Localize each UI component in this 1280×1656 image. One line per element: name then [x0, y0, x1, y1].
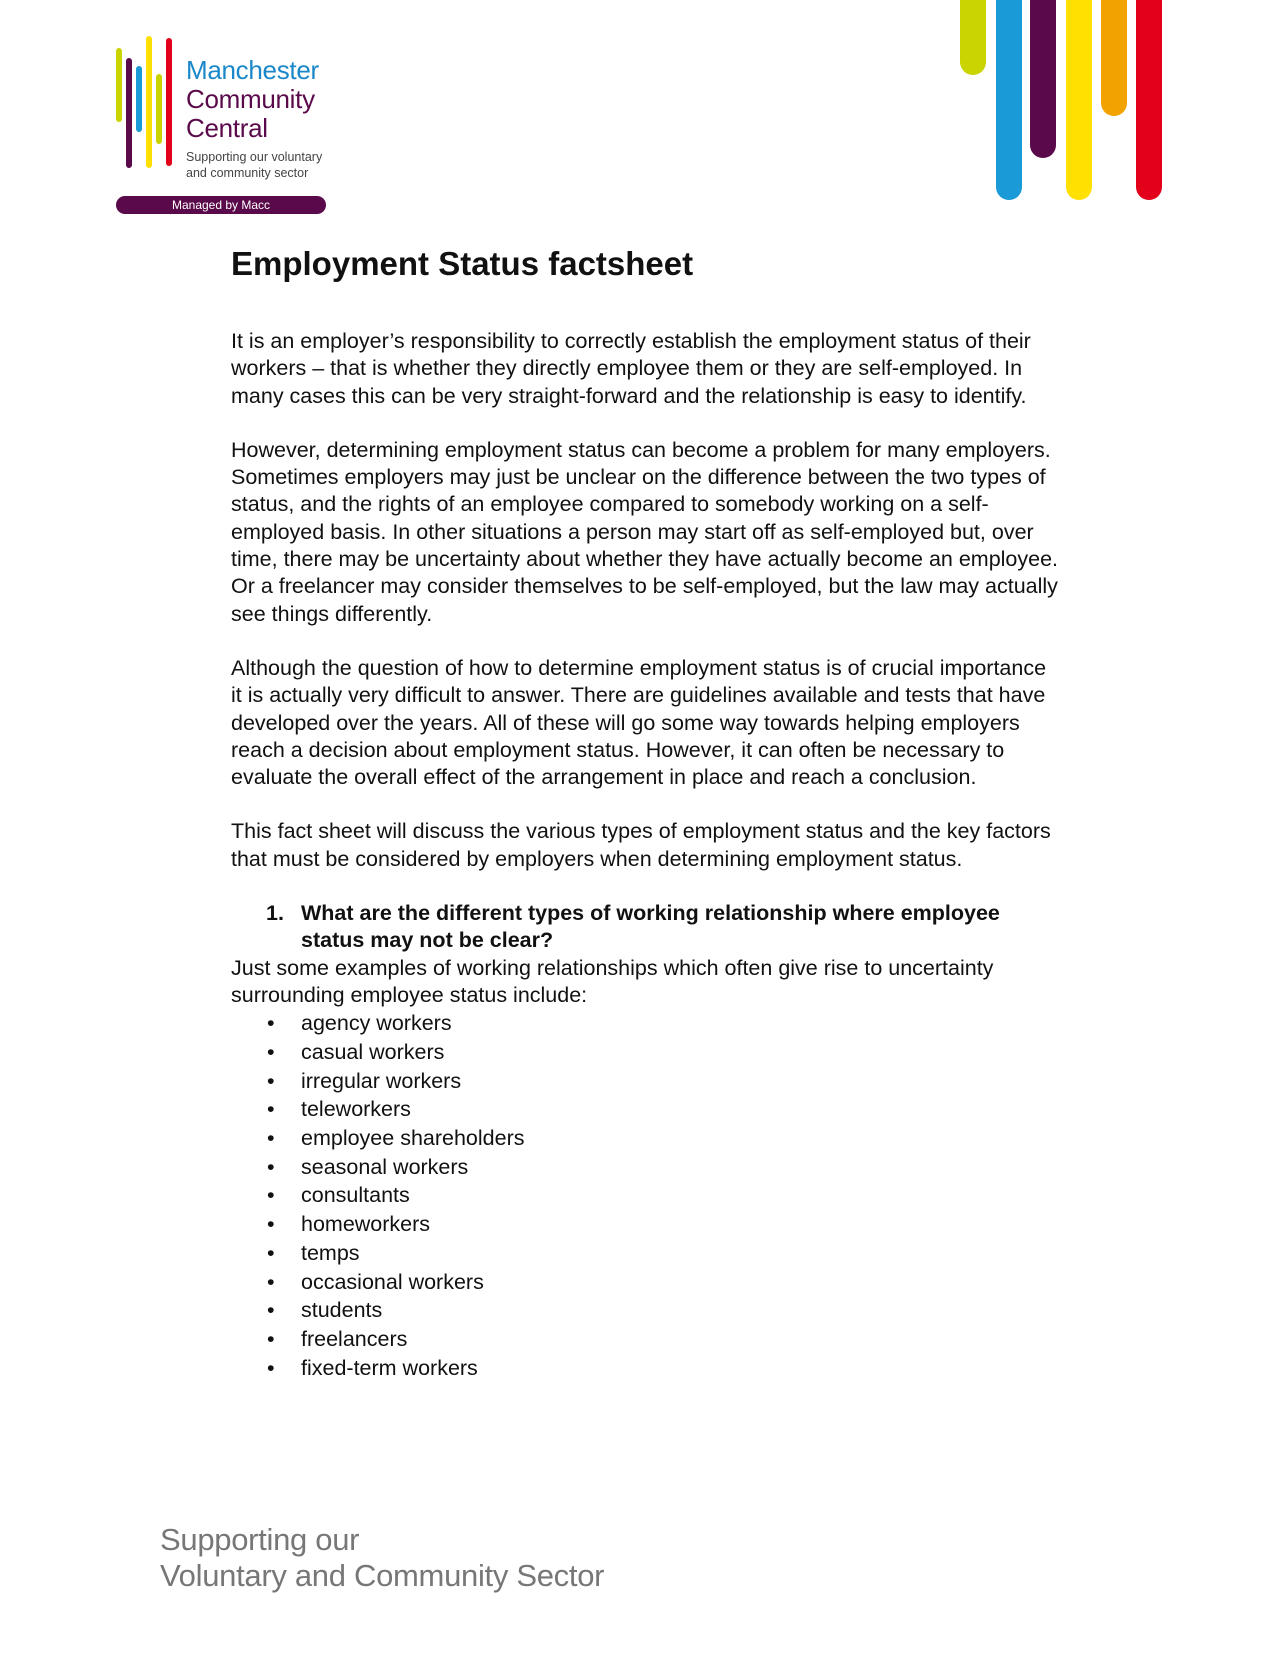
- list-item: • employee shareholders: [231, 1124, 1061, 1153]
- list-item: • temps: [231, 1239, 1061, 1268]
- document-body: [231, 240, 1061, 1382]
- footer-line-1: Supporting our: [160, 1522, 360, 1557]
- manchester-community-central-logo: [116, 36, 336, 222]
- logo-bars-icon: [116, 36, 180, 178]
- logo-bar: [136, 66, 142, 132]
- logo-bar: [156, 74, 162, 144]
- section-heading: [231, 900, 1061, 955]
- list-item: • fixed-term workers: [231, 1354, 1061, 1383]
- footer-line-2: Voluntary and Community Sector: [160, 1558, 605, 1593]
- paragraph: However, determining employment status can become a problem for many employers. Sometimes employers may just be unclear on the difference between the two types of status, and the rights of an employee compared to somebody working on a self-employed basis. In other situations a person may start off as self-employed but, over time, there may be uncertainty about whether they have actually become an employee. Or a freelancer may consider themselves to be self-employed, but the law may actually see things differently.: [231, 437, 1059, 626]
- list-item: • consultants: [231, 1181, 1061, 1210]
- paragraph: This fact sheet will discuss the various types of employment status and the key factors that must be considered by employers when determining employment status.: [231, 819, 1051, 871]
- logo-bar: [116, 48, 122, 122]
- logo-wordmark: [186, 56, 322, 181]
- list-item: • agency workers: [231, 1009, 1061, 1038]
- section-number: 1.: [266, 901, 284, 926]
- list-item: • students: [231, 1296, 1061, 1325]
- logo-line-2: Community: [186, 84, 315, 114]
- managed-by-badge: Managed by Macc: [116, 196, 326, 214]
- list-item: • homeworkers: [231, 1210, 1061, 1239]
- section-intro: Just some examples of working relationships which often give rise to uncertainty surrounding employee status include:: [231, 955, 994, 1007]
- footer-tagline: [160, 1522, 604, 1594]
- logo-line-1: Manchester: [186, 55, 319, 85]
- deco-bar: [960, 0, 986, 75]
- list-item: • seasonal workers: [231, 1153, 1061, 1182]
- list-item: • irregular workers: [231, 1067, 1061, 1096]
- document-title: Employment Status factsheet: [231, 245, 694, 282]
- deco-bar: [996, 0, 1022, 200]
- list-item: • occasional workers: [231, 1268, 1061, 1297]
- list-item: • casual workers: [231, 1038, 1061, 1067]
- deco-bar: [1030, 0, 1056, 158]
- section-heading-text: What are the different types of working relationship where employee status may not be clear?: [301, 901, 1000, 953]
- worker-types-list: [231, 1009, 1061, 1382]
- logo-tagline-1: Supporting our voluntary: [186, 150, 323, 164]
- logo-line-3: Central: [186, 113, 268, 143]
- list-item: • teleworkers: [231, 1095, 1061, 1124]
- list-item: • freelancers: [231, 1325, 1061, 1354]
- logo-bar: [146, 36, 152, 168]
- logo-bar: [126, 58, 132, 168]
- paragraph: It is an employer’s responsibility to correctly establish the employment status of their workers – that is whether they directly employee them or they are self-employed. In many cases this can be very straight-forward and the relationship is easy to identify.: [231, 329, 1031, 408]
- logo-tagline-2: and community sector: [186, 166, 309, 180]
- deco-bar: [1136, 0, 1162, 200]
- deco-bar: [1066, 0, 1092, 200]
- logo-bar: [166, 38, 172, 166]
- paragraph: Although the question of how to determine employment status is of crucial importance it is actually very difficult to answer. There are guidelines available and tests that have developed over the years. All of these will go some way towards helping employers reach a decision about employment status. However, it can often be necessary to evaluate the overall effect of the arrangement in place and reach a conclusion.: [231, 655, 1047, 790]
- deco-bar: [1101, 0, 1127, 116]
- decorative-colour-bars: [960, 0, 1170, 205]
